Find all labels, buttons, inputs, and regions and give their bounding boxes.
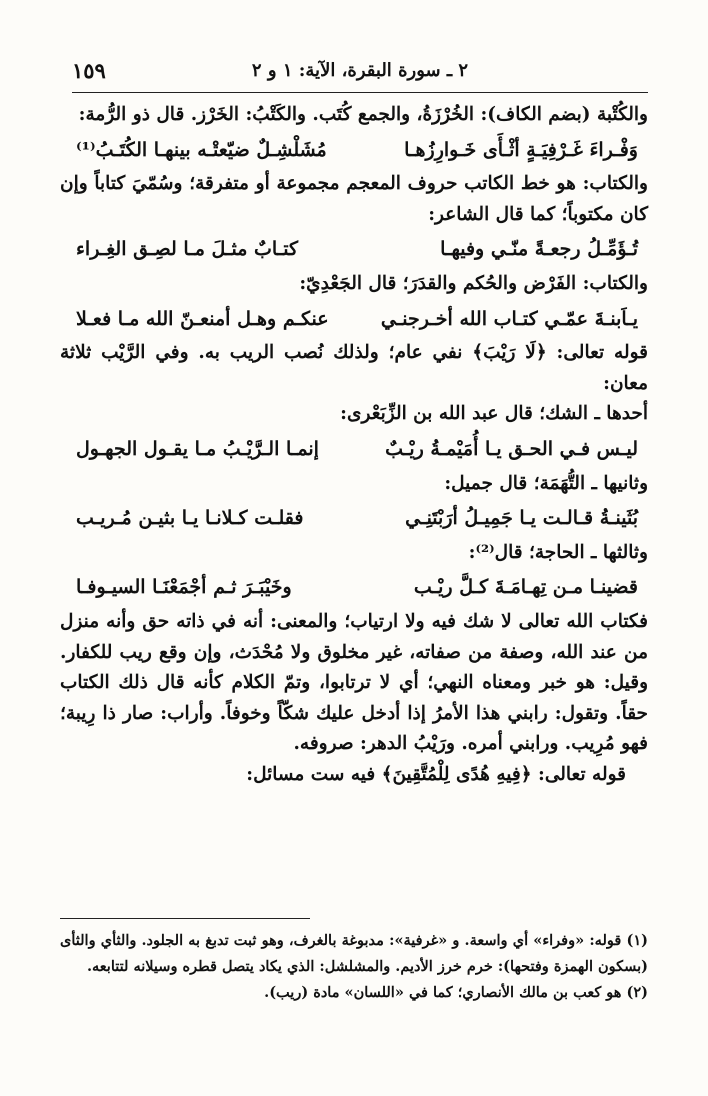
surah-title: ٢ ـ سورة البقرة، الآية: ١ و ٢: [251, 60, 469, 81]
paragraph-first-meaning: أحدها ـ الشك؛ قال عبد الله بن الزِّبَعْرى:: [340, 403, 648, 425]
footnote-divider: [60, 918, 310, 919]
verse-dhu-rumma: [76, 135, 638, 166]
verse-second-hemistich: إنمـا الـرَّيْـبُ مـا يقـول الجهـول: [76, 437, 319, 460]
page-header: [72, 58, 648, 93]
verse-first-hemistich: قضينـا مـن تِهـامَـةَ كـلَّ ريْـب: [413, 576, 638, 599]
verse-second-hemistich: عنكـم وهـل أمنعـنّ الله مـا فعـلا: [76, 307, 329, 330]
footnote-1: (١) قوله: «وفراء» أي واسعة. و «غرفية»: مدبوغة بالغرف، وهو ثبت تدبغ به الجلود. والثأي والثأى (بسكون الهمزة وفتحها): خرم خرز الأديم. والمشلشل: الذي يكاد يتصل قطره وسيلانه لتتابعه.: [60, 932, 648, 975]
verse-zibara: [76, 434, 638, 465]
paragraph-kitab-definition: والكتاب: هو خط الكاتب حروف المعجم مجموعة أو متفرقة؛ وسُمّيَ كتاباً وإن كان مكتوباً؛ كما قال الشاعر:: [60, 173, 648, 225]
verse-first-hemistich: ليـس فـي الحـق يـا أُمَيْمـةُ ريْـبٌ: [385, 437, 638, 460]
verse-first-hemistich: بُثَينـةُ قـالـت يـا جَمِيـلُ أرَبْتَنِـي: [405, 507, 638, 530]
page-body: [60, 100, 648, 790]
paragraph-third-meaning: وثالثها ـ الحاجة؛ قال⁽²⁾:: [468, 541, 648, 563]
footnotes: [60, 928, 648, 1006]
paragraph-kutba: والكُتْبة (بضم الكاف): الخُرْزَةُ، والجمع كُتَب. والكَتْبُ: الخَرْز. قال ذو الرُّمة:: [78, 104, 648, 125]
paragraph-kitab-allah: فكتاب الله تعالى لا شك فيه ولا ارتياب؛ والمعنى: أنه في ذاته حق وأنه منزل من عند الله، وصفة من صفاته، غير مخلوق ولا مُحْدَث، وإن وقع ريب للكفار. وقيل: هو خبر ومعناه النهي؛ أي لا ترتابوا، وتمّ الكلام كأنه قال ذلك الكتاب حقاً. وتقول: رابني هذا الأمرُ إذا أدخل عليك شكّاً وخوفاً. وأراب: صار ذا رِيبة؛ فهو مُرِيب. ورابني أمره. ورَيْبُ الدهر: صروفه.: [60, 610, 648, 755]
verse-second-hemistich: مُشَلْشِـلٌ ضيّعتْـه بينهـا الكُتَـبُ⁽¹⁾: [76, 138, 327, 161]
verse-second-hemistich: وخَيْبَـرَ ثـم أجْمَعْنَـا السيـوفـا: [76, 576, 292, 599]
verse-first-hemistich: تُـؤَمِّـلُ رجعـةً منّـي وفيهـا: [440, 238, 638, 261]
paragraph-kitab-fard: والكتاب: الفَرْض والحُكم والقدَرَ؛ قال الجَعْدِيّ:: [299, 272, 648, 294]
paragraph-second-meaning: وثانيها ـ التُّهَمَة؛ قال جميل:: [444, 472, 648, 494]
footnote-2: (٢) هو كعب بن مالك الأنصاري؛ كما في «اللسان» مادة (ريب).: [264, 984, 648, 1001]
verse-jamil: [76, 503, 638, 534]
verse-kab: [76, 572, 638, 603]
verse-first-hemistich: وَفْـراءَ غَـرْفِيَـةٍ أثْـأَى خَـوارِزُهـا: [404, 138, 638, 161]
verse-first-hemistich: يـاَبنـةَ عمّـي كتـاب الله أخـرجنـي: [380, 307, 638, 330]
verse-poet: [76, 234, 638, 265]
verse-second-hemistich: كتـابٌ مثـلَ مـا لصِـق الغِـراء: [76, 238, 299, 261]
paragraph-fihi-huda: قوله تعالى: ﴿فِيهِ هُدًى لِلْمُتَّقِينَ﴾ فيه ست مسائل:: [246, 763, 626, 785]
paragraph-la-rayb: قوله تعالى: ﴿لَا رَيْبَ﴾ نفي عام؛ ولذلك نُصب الريب به. وفي الرَّيْب ثلاثة معان:: [60, 342, 648, 394]
page-number: ١٥٩: [72, 58, 106, 83]
verse-jadi: [76, 304, 638, 335]
verse-second-hemistich: فقلـت كـلانـا يـا بثيـن مُـريـب: [76, 507, 304, 530]
